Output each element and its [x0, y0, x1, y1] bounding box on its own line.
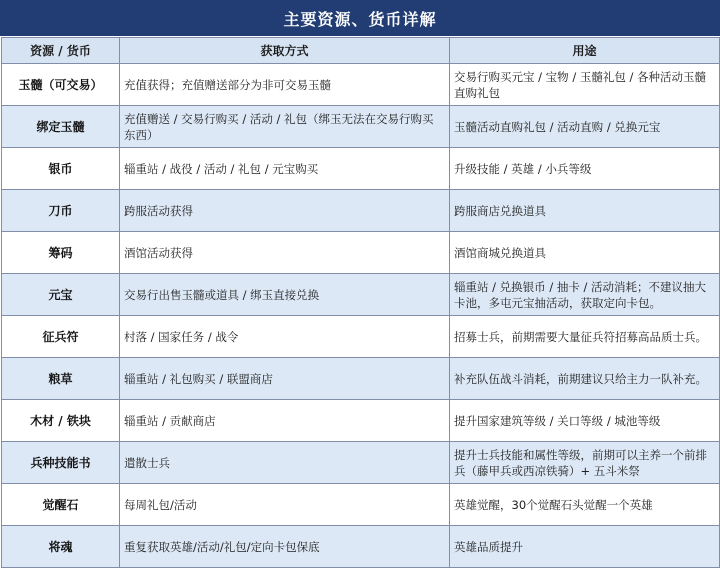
resource-usage: 跨服商店兑换道具 [450, 190, 720, 232]
resource-table [1, 37, 720, 568]
resource-usage: 交易行购买元宝 / 宝物 / 玉髓礼包 / 各种活动玉髓直购礼包 [450, 64, 720, 106]
resource-name: 木材 / 铁块 [2, 400, 120, 442]
resource-name: 银币 [2, 148, 120, 190]
resource-name: 粮草 [2, 358, 120, 400]
resource-name: 玉髓（可交易） [2, 64, 120, 106]
resource-usage: 英雄品质提升 [450, 526, 720, 568]
resource-source: 辎重站 / 贡献商店 [120, 400, 450, 442]
resource-source: 充值获得；充值赠送部分为非可交易玉髓 [120, 64, 450, 106]
table-header-row [2, 38, 720, 64]
resource-name: 刀币 [2, 190, 120, 232]
table-row [2, 358, 720, 400]
resource-source: 交易行出售玉髓或道具 / 绑玉直接兑换 [120, 274, 450, 316]
resource-name: 将魂 [2, 526, 120, 568]
table-row [2, 190, 720, 232]
table-row [2, 148, 720, 190]
resource-usage: 英雄觉醒，30个觉醒石头觉醒一个英雄 [450, 484, 720, 526]
table-row [2, 232, 720, 274]
resource-usage: 招募士兵，前期需要大量征兵符招募高品质士兵。 [450, 316, 720, 358]
table-row [2, 274, 720, 316]
resource-usage: 提升士兵技能和属性等级，前期可以主养一个前排兵（藤甲兵或西凉铁骑）+ 五斗米祭 [450, 442, 720, 484]
table-row [2, 316, 720, 358]
resource-usage: 补充队伍战斗消耗，前期建议只给主力一队补充。 [450, 358, 720, 400]
table-row [2, 442, 720, 484]
resource-name: 征兵符 [2, 316, 120, 358]
resource-usage: 玉髓活动直购礼包 / 活动直购 / 兑换元宝 [450, 106, 720, 148]
table-row [2, 64, 720, 106]
table-row [2, 484, 720, 526]
resource-name: 筹码 [2, 232, 120, 274]
resource-source: 重复获取英雄/活动/礼包/定向卡包保底 [120, 526, 450, 568]
table-row [2, 400, 720, 442]
header-resource: 资源 / 货币 [2, 38, 120, 64]
resource-usage: 辎重站 / 兑换银币 / 抽卡 / 活动消耗；不建议抽大卡池，多屯元宝抽活动，获取定向卡包。 [450, 274, 720, 316]
page-title: 主要资源、货币详解 [0, 0, 720, 36]
resource-source: 酒馆活动获得 [120, 232, 450, 274]
header-source: 获取方式 [120, 38, 450, 64]
resource-name: 觉醒石 [2, 484, 120, 526]
resource-usage: 升级技能 / 英雄 / 小兵等级 [450, 148, 720, 190]
resource-name: 元宝 [2, 274, 120, 316]
header-usage: 用途 [450, 38, 720, 64]
resource-source: 辎重站 / 战役 / 活动 / 礼包 / 元宝购买 [120, 148, 450, 190]
resource-name: 绑定玉髓 [2, 106, 120, 148]
table-row [2, 526, 720, 568]
resource-source: 遣散士兵 [120, 442, 450, 484]
resource-usage: 提升国家建筑等级 / 关口等级 / 城池等级 [450, 400, 720, 442]
resource-name: 兵种技能书 [2, 442, 120, 484]
resource-source: 村落 / 国家任务 / 战令 [120, 316, 450, 358]
table-row [2, 106, 720, 148]
resource-source: 跨服活动获得 [120, 190, 450, 232]
resource-source: 每周礼包/活动 [120, 484, 450, 526]
resource-source: 充值赠送 / 交易行购买 / 活动 / 礼包（绑玉无法在交易行购买东西） [120, 106, 450, 148]
resource-usage: 酒馆商城兑换道具 [450, 232, 720, 274]
resource-source: 辎重站 / 礼包购买 / 联盟商店 [120, 358, 450, 400]
